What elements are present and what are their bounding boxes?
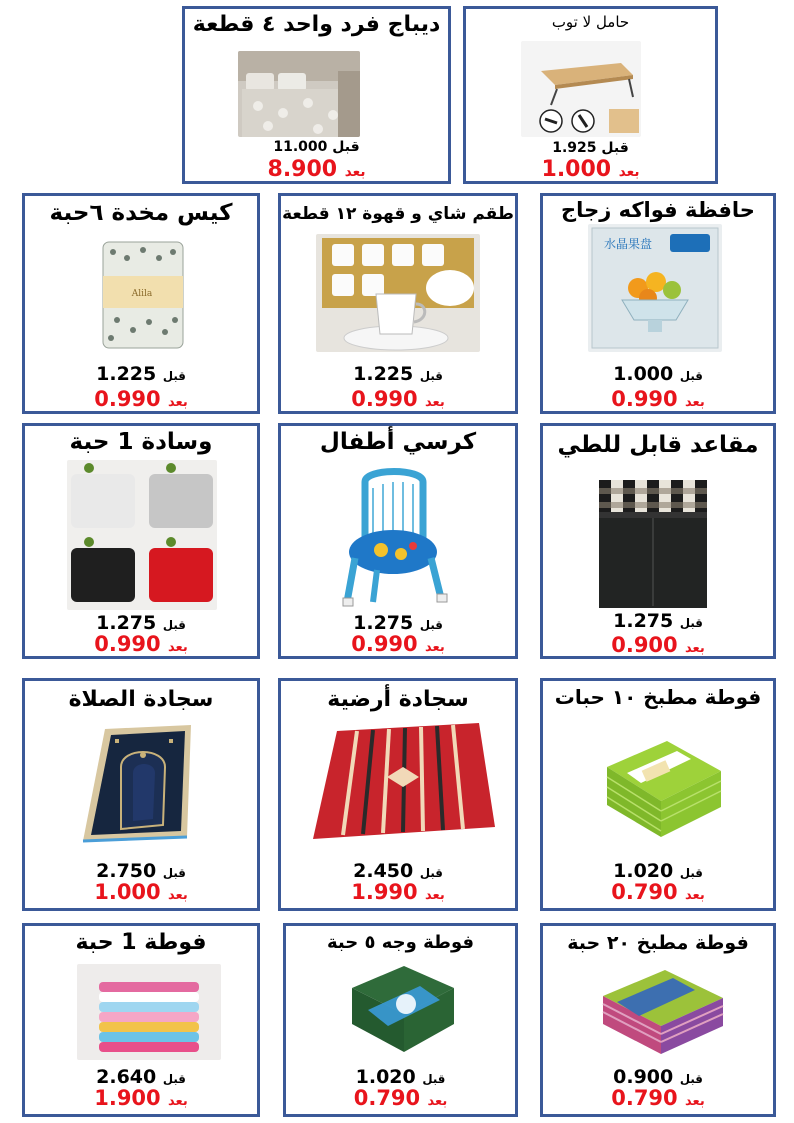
after-label: بعد xyxy=(344,164,366,180)
kitchen-towels-10-image xyxy=(597,727,727,847)
after-value: 0.990 xyxy=(94,632,161,656)
price-before xyxy=(281,860,515,882)
price-before xyxy=(25,860,257,882)
after-value: 1.900 xyxy=(94,1086,161,1110)
after-value: 0.990 xyxy=(351,387,418,411)
before-label: قبل xyxy=(162,866,186,880)
before-label: قبل xyxy=(419,618,443,632)
product-card xyxy=(22,678,260,911)
price-after xyxy=(281,632,515,656)
product-title: حافظة فواكه زجاج xyxy=(561,198,755,222)
before-value: 2.750 xyxy=(96,860,157,882)
price-after xyxy=(25,632,257,656)
price-before xyxy=(25,363,257,385)
product-card xyxy=(540,423,776,659)
product-card xyxy=(278,193,518,414)
before-value: 2.450 xyxy=(353,860,414,882)
before-label: قبل xyxy=(601,140,629,156)
product-card xyxy=(540,193,776,414)
before-value: 1.020 xyxy=(613,860,674,882)
after-value: 1.000 xyxy=(94,880,161,904)
before-value: 1.225 xyxy=(353,363,414,385)
prayer-rug-image xyxy=(75,721,211,847)
before-label: قبل xyxy=(162,1072,186,1086)
cushions-image xyxy=(67,460,217,610)
before-value: 11.000 xyxy=(273,139,328,155)
after-value: 0.990 xyxy=(94,387,161,411)
before-value: 1.020 xyxy=(355,1066,416,1088)
price-before xyxy=(286,1066,515,1088)
after-value: 1.990 xyxy=(351,880,418,904)
price-before xyxy=(543,1066,773,1088)
product-title: كرسي أطفال xyxy=(319,429,477,455)
price-after xyxy=(286,1086,515,1110)
before-label: قبل xyxy=(422,1072,446,1086)
product-title: فوطة مطبخ ٢٠ حبة xyxy=(567,932,749,954)
before-value: 2.640 xyxy=(96,1066,157,1088)
product-card xyxy=(22,923,260,1117)
after-value: 0.790 xyxy=(611,880,678,904)
price-after xyxy=(543,387,773,411)
after-value: 8.900 xyxy=(267,157,338,182)
before-value: 0.900 xyxy=(613,1066,674,1088)
kids-chair-image xyxy=(337,462,451,610)
product-title: فوطة مطبخ ١٠ حبات xyxy=(554,685,762,709)
before-label: قبل xyxy=(332,139,360,155)
price-after xyxy=(281,387,515,411)
price-after xyxy=(281,880,515,904)
product-title: سجادة الصلاة xyxy=(68,687,214,712)
price-before xyxy=(543,610,773,632)
before-label: قبل xyxy=(679,866,703,880)
after-value: 0.790 xyxy=(611,1086,678,1110)
price-after xyxy=(543,880,773,904)
folding-stool-image xyxy=(593,476,713,612)
price-before xyxy=(25,1066,257,1088)
after-value: 0.990 xyxy=(611,387,678,411)
after-label: بعد xyxy=(167,888,188,903)
kitchen-towels-20-image xyxy=(595,960,729,1060)
product-title: كيس مخدة ٦حبة xyxy=(49,200,233,226)
before-value: 1.275 xyxy=(613,610,674,632)
laptop-stand-image xyxy=(521,41,641,137)
after-value: 0.900 xyxy=(611,633,678,657)
price-before xyxy=(281,363,515,385)
product-card xyxy=(540,923,776,1117)
svg-text:水晶果盘: 水晶果盘 xyxy=(603,237,653,251)
price-after xyxy=(543,1086,773,1110)
price-after xyxy=(25,880,257,904)
price-after xyxy=(25,387,257,411)
after-value: 0.790 xyxy=(353,1086,421,1110)
price-before xyxy=(543,363,773,385)
tea-set-image xyxy=(316,234,480,352)
after-label: بعد xyxy=(684,888,705,903)
product-card xyxy=(22,423,260,659)
product-card xyxy=(540,678,776,911)
price-before xyxy=(281,612,515,634)
price-after xyxy=(25,1086,257,1110)
product-title: وسادة 1 حبة xyxy=(69,429,213,455)
before-value: 1.275 xyxy=(353,612,414,634)
before-label: قبل xyxy=(679,369,703,383)
price-before xyxy=(25,612,257,634)
after-label: بعد xyxy=(424,640,445,655)
fruit-bowl-box-image xyxy=(588,224,722,352)
floor-rug-image xyxy=(307,717,499,847)
product-card xyxy=(278,678,518,911)
before-value: 1.225 xyxy=(96,363,157,385)
product-title: فوطة وجه ٥ حبة xyxy=(326,932,475,953)
before-value: 1.000 xyxy=(613,363,674,385)
price-before xyxy=(543,860,773,882)
after-label: بعد xyxy=(618,164,640,180)
product-title: ديباج فرد واحد ٤ قطعة xyxy=(192,12,441,37)
before-label: قبل xyxy=(162,618,186,632)
product-title: مقاعد قابل للطي xyxy=(557,432,759,458)
product-card xyxy=(283,923,518,1117)
after-label: بعد xyxy=(167,640,188,655)
after-label: بعد xyxy=(424,395,445,410)
product-card xyxy=(182,6,451,184)
product-title: طقم شاي و قهوة ١٢ قطعة xyxy=(282,204,514,224)
before-value: 1.925 xyxy=(552,140,597,156)
price-before xyxy=(466,140,715,156)
towel-stack-image xyxy=(77,964,221,1060)
bedspread-image xyxy=(238,51,360,137)
product-title: حامل لا توب xyxy=(551,13,630,31)
product-card xyxy=(278,423,518,659)
after-value: 1.000 xyxy=(541,157,612,182)
product-card xyxy=(22,193,260,414)
before-label: قبل xyxy=(419,866,443,880)
product-title: سجادة أرضية xyxy=(327,687,469,712)
price-before xyxy=(185,139,448,155)
price-after xyxy=(466,157,715,182)
after-value: 0.990 xyxy=(351,632,418,656)
price-after xyxy=(185,157,448,182)
pillowcase-pack-image xyxy=(97,236,187,352)
after-label: بعد xyxy=(167,1094,188,1109)
after-label: بعد xyxy=(427,1094,448,1109)
after-label: بعد xyxy=(684,641,705,656)
before-label: قبل xyxy=(679,616,703,630)
face-towels-image xyxy=(344,958,460,1058)
price-after xyxy=(543,633,773,657)
after-label: بعد xyxy=(424,888,445,903)
before-label: قبل xyxy=(162,369,186,383)
after-label: بعد xyxy=(684,1094,705,1109)
svg-text:Alila: Alila xyxy=(131,289,153,299)
before-label: قبل xyxy=(679,1072,703,1086)
after-label: بعد xyxy=(167,395,188,410)
product-card xyxy=(463,6,718,184)
before-label: قبل xyxy=(419,369,443,383)
before-value: 1.275 xyxy=(96,612,157,634)
after-label: بعد xyxy=(684,395,705,410)
product-title: فوطة 1 حبة xyxy=(75,930,207,955)
